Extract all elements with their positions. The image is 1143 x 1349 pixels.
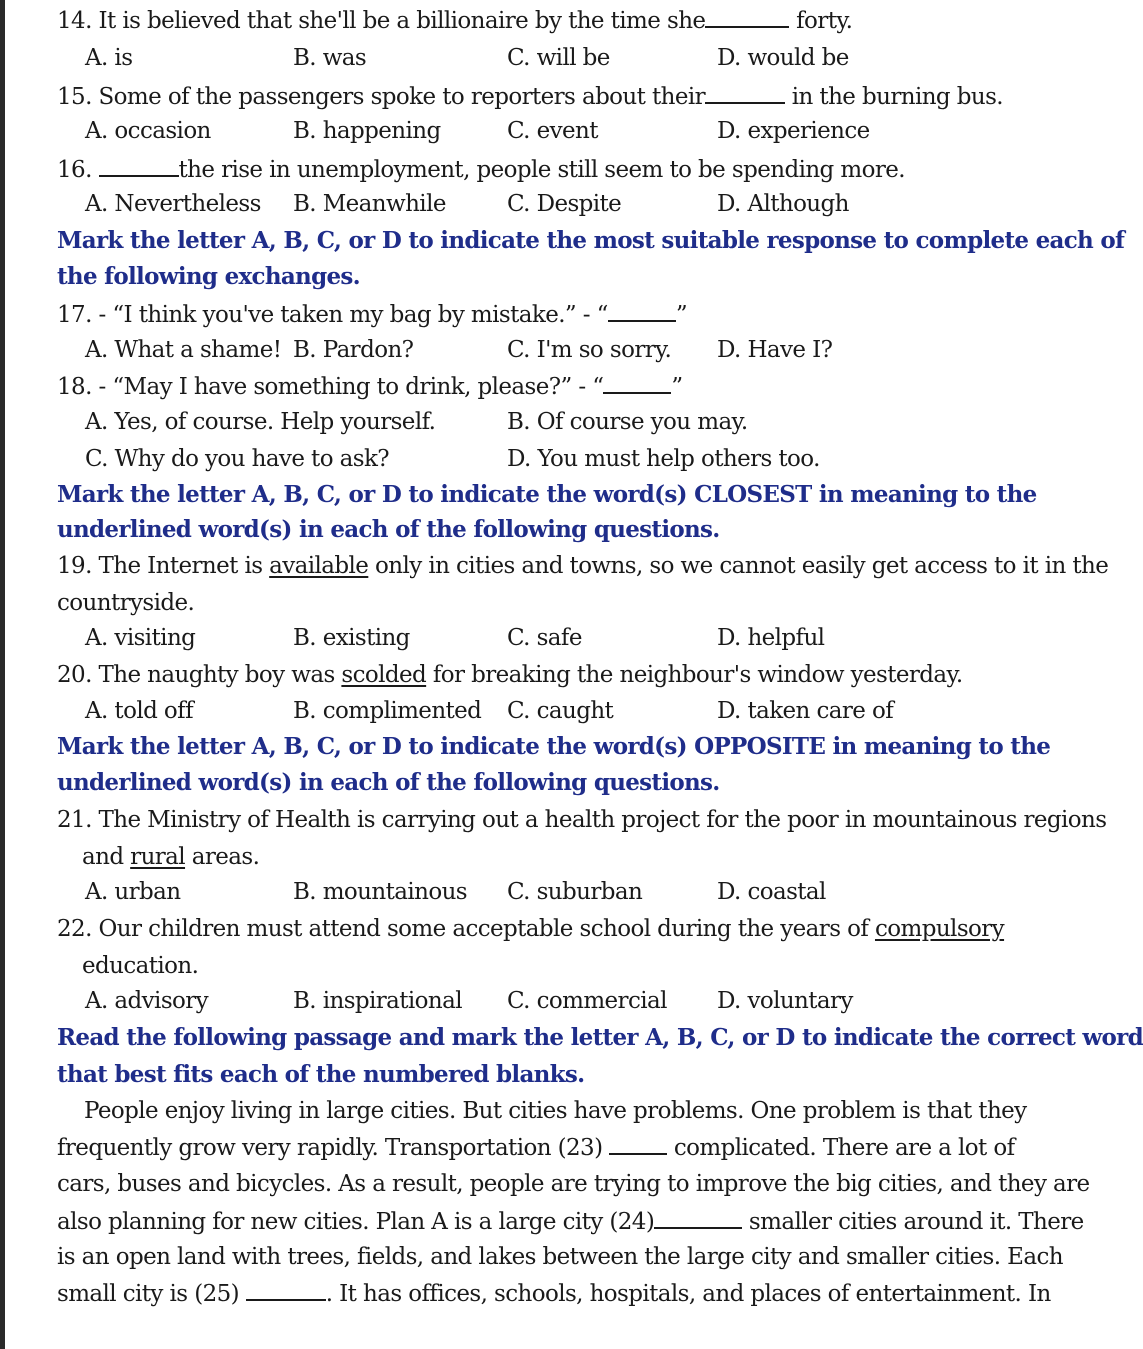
passage-line-6-start: small city is (25) (57, 1281, 240, 1307)
question-21: 21. The Ministry of Health is carrying out a health project for the poor in mountainous regions (57, 807, 1107, 833)
question-16-stem: the rise in unemployment, people still seem to be spending more. (178, 157, 905, 183)
underlined-word: rural (130, 844, 186, 870)
instruction-opposite-cont: underlined word(s) in each of the following questions. (57, 769, 720, 796)
question-22-stem: 22. Our children must attend some acceptable school during the years of (57, 916, 875, 942)
underlined-word: compulsory (874, 916, 1005, 942)
option-d: D. taken care of (717, 698, 894, 724)
passage-line-6-end: . It has offices, schools, hospitals, and places of entertainment. In (325, 1281, 1051, 1307)
option-c: C. event (507, 118, 598, 144)
option-c: C. will be (507, 45, 610, 71)
passage-line-2-end: complicated. There are a lot of (673, 1135, 1015, 1161)
passage-line-1: People enjoy living in large cities. But cities have problems. One problem is that they (84, 1098, 1027, 1124)
option-a: A. occasion (85, 118, 211, 144)
instruction-passage-cont: that best fits each of the numbered blanks. (57, 1061, 585, 1088)
option-b: B. was (293, 45, 367, 71)
answer-blank (608, 300, 676, 322)
option-a: A. Nevertheless (85, 191, 261, 217)
question-14-stem-end: forty. (796, 8, 853, 34)
passage-line-6 (57, 1279, 1051, 1308)
question-17 (57, 300, 687, 329)
answer-blank (99, 155, 179, 177)
question-19-stem-end: only in cities and towns, so we cannot easily get access to it in the (368, 553, 1109, 579)
option-b: B. Of course you may. (507, 409, 748, 435)
question-20-stem: 20. The naughty boy was (57, 662, 342, 688)
option-b: B. complimented (293, 698, 482, 724)
question-21-continuation (82, 843, 259, 871)
option-d: D. voluntary (717, 988, 853, 1014)
underlined-word: scolded (341, 662, 427, 688)
option-c: C. suburban (507, 879, 643, 905)
option-b: B. existing (293, 625, 410, 651)
option-b: B. Meanwhile (293, 191, 446, 217)
passage-line-4-end: smaller cities around it. There (748, 1209, 1084, 1235)
option-d: D. Have I? (717, 337, 833, 363)
option-c: C. commercial (507, 988, 667, 1014)
option-b: B. mountainous (293, 879, 467, 905)
option-a: A. What a shame! (85, 337, 282, 363)
instruction-closest-cont: underlined word(s) in each of the following questions. (57, 516, 720, 543)
question-20-stem-end: for breaking the neighbour's window yesterday. (426, 662, 963, 688)
option-c: C. I'm so sorry. (507, 337, 672, 363)
option-b: B. inspirational (293, 988, 463, 1014)
question-16-number: 16. (57, 157, 92, 183)
option-a: A. advisory (85, 988, 209, 1014)
answer-blank (705, 82, 785, 104)
question-18-stem: 18. - “May I have something to drink, please?” - “ (57, 374, 604, 400)
question-15-stem: 15. Some of the passengers spoke to reporters about their (57, 84, 706, 110)
question-15-stem-end: in the burning bus. (791, 84, 1004, 110)
option-a: A. is (85, 45, 133, 71)
option-c: C. caught (507, 698, 614, 724)
question-19 (57, 552, 1108, 580)
question-17-stem: 17. - “I think you've taken my bag by mistake.” - “ (57, 302, 608, 328)
answer-blank (603, 372, 671, 394)
option-b: B. Pardon? (293, 337, 414, 363)
passage-line-2 (57, 1133, 1015, 1162)
option-c: C. Why do you have to ask? (85, 446, 390, 472)
option-d: D. experience (717, 118, 870, 144)
question-22-continuation: education. (82, 953, 199, 979)
option-d: D. You must help others too. (507, 446, 820, 472)
underlined-word: available (269, 553, 369, 579)
question-22 (57, 915, 1004, 943)
instruction-passage: Read the following passage and mark the letter A, B, C, or D to indicate the correct word (57, 1024, 1143, 1051)
option-a: A. told off (85, 698, 193, 724)
passage-line-4-start: also planning for new cities. Plan A is a large city (24) (57, 1209, 655, 1235)
option-d: D. coastal (717, 879, 826, 905)
question-19-stem: 19. The Internet is (57, 553, 270, 579)
option-d: D. would be (717, 45, 849, 71)
instruction-exchanges: Mark the letter A, B, C, or D to indicate the most suitable response to complete each of (57, 227, 1125, 254)
option-c: C. safe (507, 625, 582, 651)
question-19-continuation: countryside. (57, 590, 195, 616)
option-b: B. happening (293, 118, 441, 144)
question-21-cont-end: areas. (185, 844, 260, 870)
option-d: D. helpful (717, 625, 825, 651)
question-18 (57, 372, 683, 401)
question-18-close-quote: ” (671, 374, 683, 400)
passage-line-4 (57, 1207, 1084, 1236)
instruction-exchanges-cont: the following exchanges. (57, 263, 360, 290)
question-15 (57, 82, 1003, 111)
option-d: D. Although (717, 191, 849, 217)
answer-blank-23 (609, 1133, 667, 1155)
answer-blank-25 (246, 1279, 326, 1301)
passage-line-5: is an open land with trees, fields, and lakes between the large city and smaller cities. Each (57, 1244, 1063, 1270)
option-a: A. Yes, of course. Help yourself. (85, 409, 436, 435)
question-14 (57, 6, 852, 35)
question-21-cont-start: and (82, 844, 131, 870)
option-a: A. urban (85, 879, 181, 905)
option-c: C. Despite (507, 191, 622, 217)
instruction-opposite: Mark the letter A, B, C, or D to indicate the word(s) OPPOSITE in meaning to the (57, 733, 1051, 760)
passage-line-3: cars, buses and bicycles. As a result, people are trying to improve the big cities, and they are (57, 1171, 1090, 1197)
passage-line-2-start: frequently grow very rapidly. Transportation (23) (57, 1135, 603, 1161)
question-17-close-quote: ” (675, 302, 687, 328)
question-14-stem: 14. It is believed that she'll be a billionaire by the time she (57, 8, 706, 34)
answer-blank-24 (654, 1207, 742, 1229)
instruction-closest: Mark the letter A, B, C, or D to indicate the word(s) CLOSEST in meaning to the (57, 481, 1037, 508)
option-a: A. visiting (85, 625, 196, 651)
question-16 (57, 155, 905, 184)
left-page-border (0, 0, 5, 1349)
question-20 (57, 661, 963, 689)
answer-blank (705, 6, 789, 28)
